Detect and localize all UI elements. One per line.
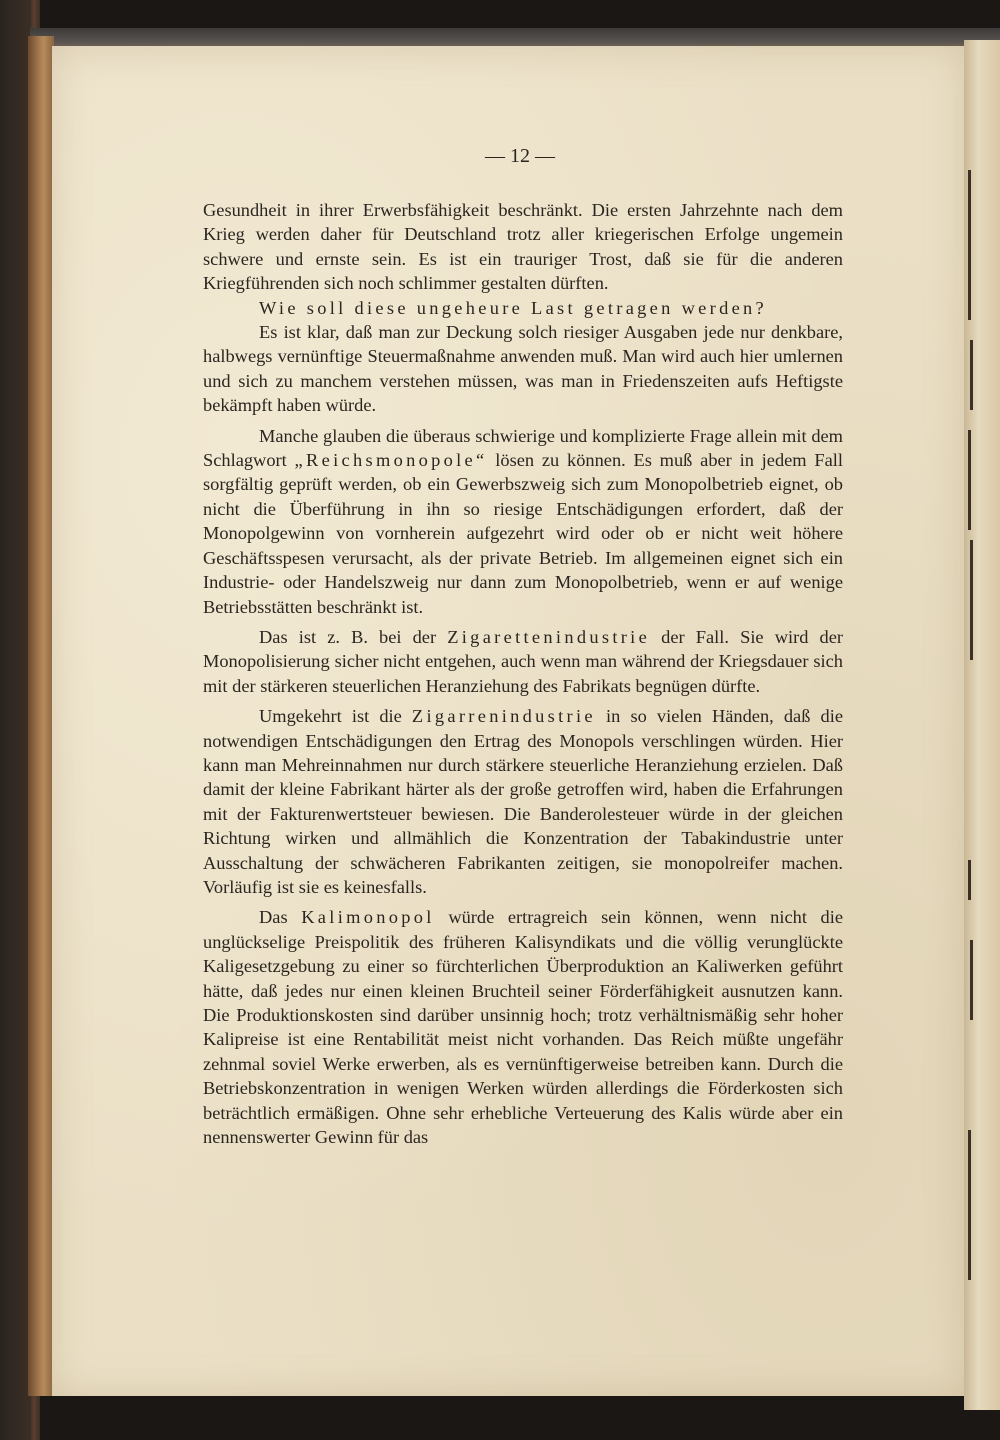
paragraph-text: Wie soll diese ungeheure Last getragen werden? [259, 297, 768, 318]
paragraph-text-start: Manche glauben die überaus schwierige und komplizierte Frage allein mit dem Schlagwort [203, 425, 843, 471]
page-number: — 12 — [485, 145, 555, 167]
spaced-term: Zigarrenindustrie [411, 706, 596, 727]
paragraph-text-end: lösen zu können. Es muß aber in jedem Fall sorgfältig geprüft werden, ob ein Gewerbszweig sich zum Monopolbetrieb eignet, ob nicht die Überführung in ihn so riesige Entschädigungen erfordert, daß der Monopolgewinn von vornherein aufgezehrt wird oder ob er nicht weit höhere Geschäftsspesen verursacht, als der private Betrieb. Im allgemeinen eignet sich ein Industrie- oder Handelszweig nur dann zum Monopolbetrieb, wenn er auf wenige Betriebsstätten beschränkt ist. [203, 450, 843, 617]
paragraph [203, 320, 843, 418]
page-edge-mark [970, 340, 973, 410]
page-edge-mark [968, 170, 971, 320]
paragraph-question [203, 296, 843, 320]
paragraph-text-end: würde ertragreich sein können, wenn nicht die unglückselige Preispolitik des früheren Kalisyndikats und die völlig verunglückte Kaligesetzgebung zu einer so fürchterlichen Überproduktion an Kaliwerken geführt hätte, daß jedes nur einen kleinen Bruchteil seiner Förderfähigkeit ausnutzen kann. Die Produktionskosten sind darüber unsinnig hoch; trotz verhältnismäßig sehr hoher Kalipreise ist eine Rentabilität meist nicht vorhanden. Das Reich müßte ungefähr zehnmal soviel Werke erwerben, als es vernünftigerweise betreiben kann. Durch die Betriebskonzentration in wenigen Werken würden allerdings die Förderkosten sich beträchtlich ermäßigen. Ohne sehr erhebliche Verteuerung des Kalis würde aber ein nennenswerter Gewinn für das [203, 907, 843, 1148]
paragraph-text-end: der Fall. Sie wird der Monopolisierung sicher nicht entgehen, auch wenn man während der Kriegsdauer sich mit der stärkeren steuerlichen Heranziehung des Fabrikats begnügen dürfte. [203, 626, 844, 696]
page-edge-mark [970, 940, 973, 1020]
paragraph-text: Es ist klar, daß man zur Deckung solch riesiger Ausgaben jede nur denkbare, halbwegs vernünftige Steuermaßnahme anwenden muß. Man wird auch hier umlernen und sich zu manchem verstehen müssen, was man in Friedenszeiten aufs Heftigste bekämpft haben würde. [203, 322, 843, 416]
paragraph-text-start: Das [259, 907, 302, 928]
paragraph [203, 905, 843, 1149]
page-edge-mark [968, 860, 971, 900]
page-edge-mark [970, 540, 973, 660]
page-body-text [203, 198, 843, 1149]
spaced-term: „Reichsmonopole“ [294, 450, 488, 471]
book-cover-left-edge [28, 36, 54, 1396]
paragraph-text: Gesundheit in ihrer Erwerbsfähigkeit beschränkt. Die ersten Jahrzehnte nach dem Krieg werden daher für Deutschland trotz aller kriegerischen Erfolge ungemein schwere und ernste sein. Es ist ein trauriger Trost, daß sie für die anderen Kriegführenden sich noch schlimmer gestalten dürften. [203, 200, 843, 294]
paragraph-text-end: in so vielen Händen, daß die notwendigen Entschädigungen den Ertrag des Monopols verschlingen würden. Hier kann man Mehreinnahmen nur durch stärkere steuerliche Heranziehung erzielen. Daß damit der kleine Fabrikant härter als der große getroffen wird, haben die Erfahrungen mit der Fakturenwertsteuer bewiesen. Die Banderolesteuer würde in der gleichen Richtung wirken und allmählich die Konzentration der Tabakindustrie unter Ausschaltung der schwächeren Fabrikanten zeitigen, sie monopolreifer machen. Vorläufig ist sie es keinesfalls. [203, 706, 843, 897]
paragraph-text-start: Umgekehrt ist die [259, 706, 412, 727]
paragraph [203, 625, 843, 698]
paragraph [203, 704, 843, 899]
spaced-term: Zigarettenindustrie [447, 626, 651, 647]
paragraph [203, 424, 843, 619]
paragraph [203, 198, 843, 296]
page-edge-mark [968, 1130, 971, 1280]
spaced-term: Kalimonopol [301, 907, 435, 928]
paragraph-text-start: Das ist z. B. bei der [259, 626, 448, 647]
page-edge-mark [968, 430, 971, 530]
